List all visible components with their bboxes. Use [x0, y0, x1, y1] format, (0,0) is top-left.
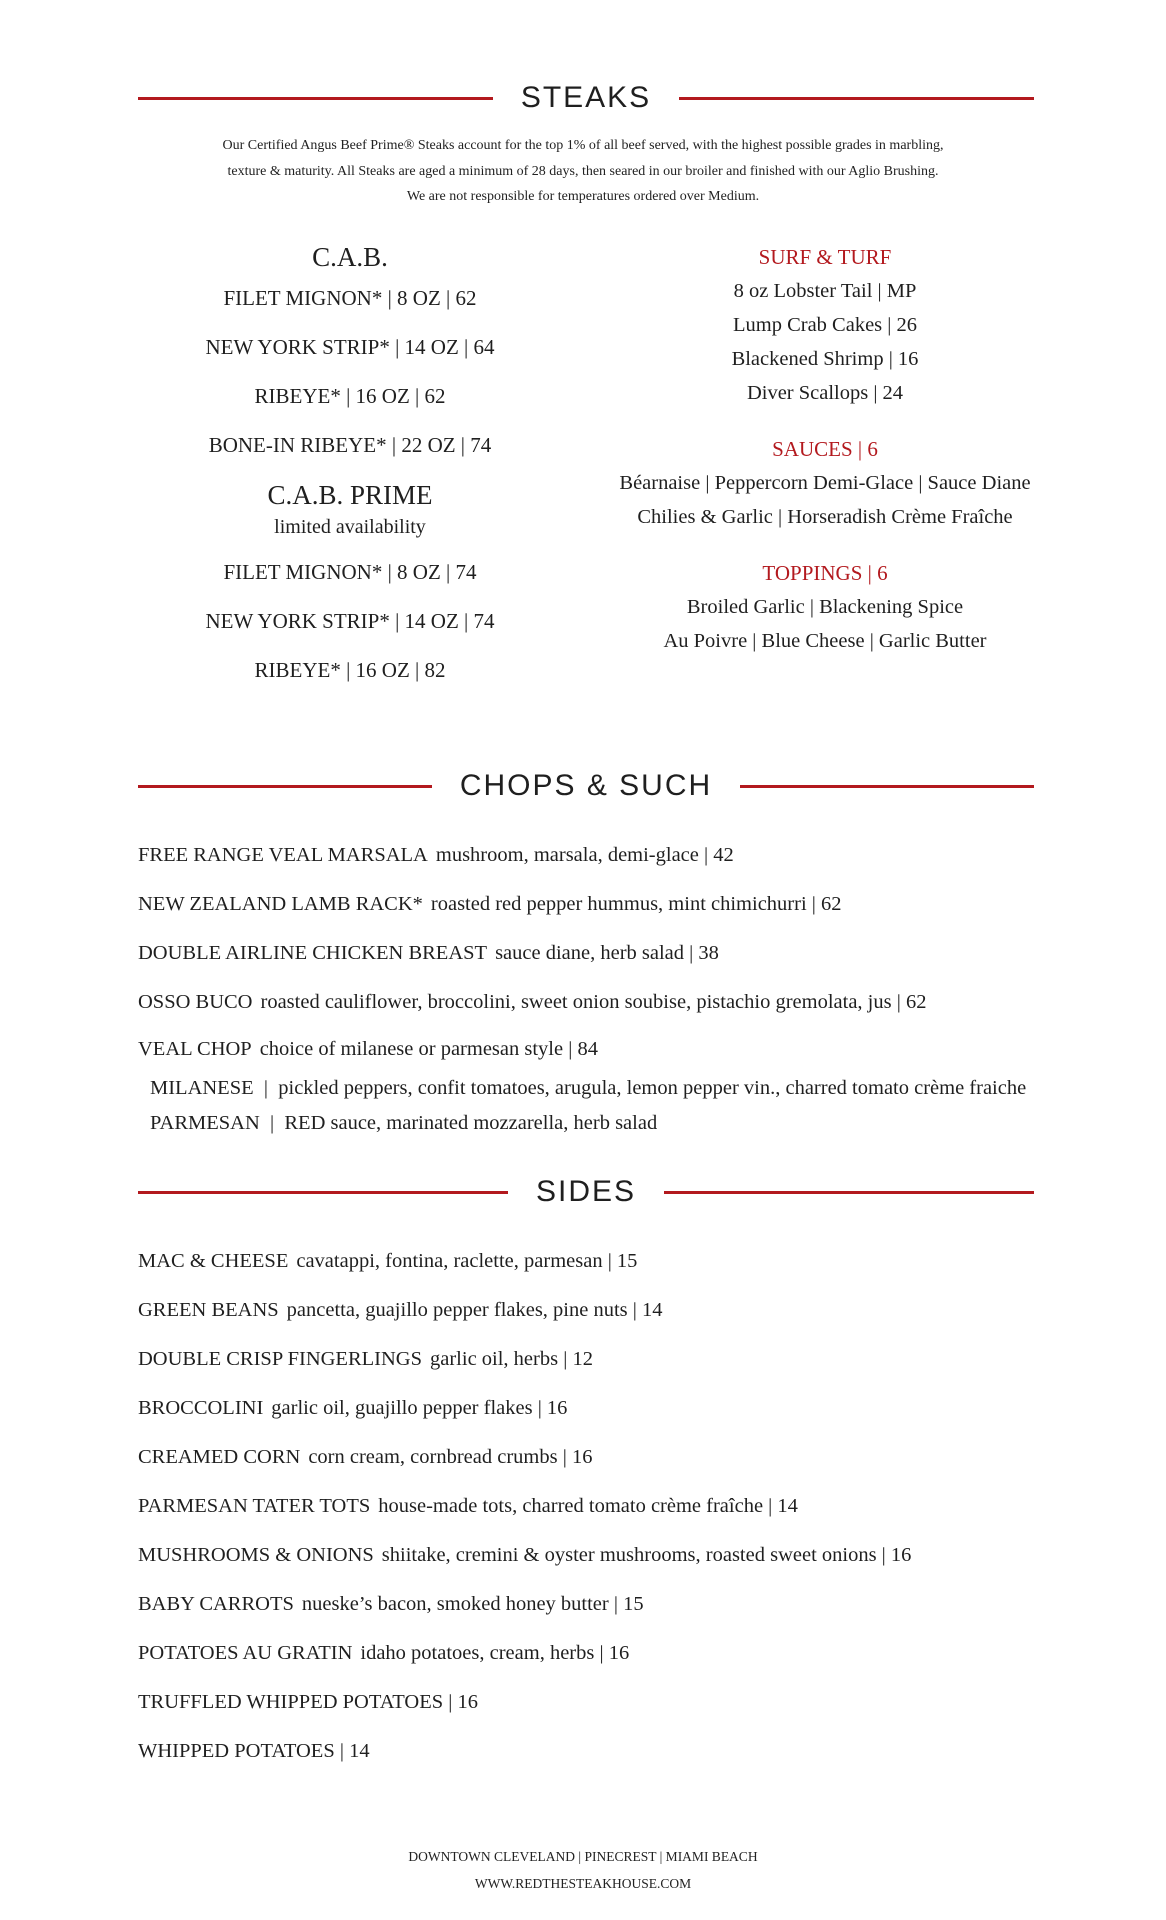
menu-item: BONE-IN RIBEYE* | 22 OZ | 74: [208, 433, 492, 457]
item-description: house-made tots, charred tomato crème fraîche | 14: [378, 1495, 798, 1517]
cab-prime-heading: C.A.B. PRIME: [267, 480, 433, 510]
heading-rule-right: [740, 785, 1034, 788]
item-name: CREAMED CORN: [138, 1446, 301, 1468]
heading-rule-right: [679, 97, 1034, 100]
section-title: SIDES: [535, 1175, 637, 1208]
item-name: TRUFFLED WHIPPED POTATOES | 16: [138, 1691, 478, 1713]
chops-list: [138, 831, 1098, 1141]
toppings-heading: TOPPINGS | 6: [762, 561, 888, 585]
item-description: cavatappi, fontina, raclette, parmesan | 15: [296, 1250, 638, 1272]
intro-line: We are not responsible for temperatures ordered over Medium.: [406, 189, 760, 204]
menu-item: Lump Crab Cakes | 26: [732, 314, 918, 336]
item-name: OSSO BUCO: [138, 991, 253, 1013]
item-name: GREEN BEANS: [138, 1299, 279, 1321]
item-description: garlic oil, herbs | 12: [430, 1348, 593, 1370]
list-item: [138, 929, 1098, 978]
menu-item: RIBEYE* | 16 OZ | 82: [254, 658, 446, 682]
menu-item: 8 oz Lobster Tail | MP: [733, 280, 917, 302]
addons-column: [595, 240, 1055, 680]
item-description: nueske’s bacon, smoked honey butter | 15: [301, 1593, 644, 1615]
steak-cuts-column: [150, 240, 550, 695]
sides-heading: [138, 1172, 1034, 1212]
chops-heading: [138, 766, 1034, 806]
footer-locations: DOWNTOWN CLEVELAND | PINECREST | MIAMI BEACH: [408, 1849, 758, 1864]
item-name: MAC & CHEESE: [138, 1250, 289, 1272]
option-name: PARMESAN: [150, 1112, 260, 1134]
surf-turf-group: [595, 240, 1055, 410]
list-item: [138, 1335, 1098, 1384]
sides-list: [138, 1237, 1098, 1776]
item-description: corn cream, cornbread crumbs | 16: [308, 1446, 593, 1468]
item-name: MUSHROOMS & ONIONS: [138, 1544, 374, 1566]
item-name: BABY CARROTS: [138, 1593, 294, 1615]
menu-item: NEW YORK STRIP* | 14 OZ | 74: [205, 609, 495, 633]
list-item: [138, 1580, 1098, 1629]
list-item: [138, 1237, 1098, 1286]
heading-rule-left: [138, 785, 432, 788]
item-description: pancetta, guajillo pepper flakes, pine nuts | 14: [286, 1299, 663, 1321]
item-description: roasted red pepper hummus, mint chimichurri | 62: [430, 893, 842, 915]
list-item: [138, 1531, 1098, 1580]
surf-turf-heading: SURF & TURF: [758, 245, 892, 269]
intro-line: Our Certified Angus Beef Prime® Steaks account for the top 1% of all beef served, with the highest possible grades in marbling,: [222, 138, 944, 153]
item-description: mushroom, marsala, demi-glace | 42: [435, 844, 734, 866]
option-name: MILANESE: [150, 1077, 254, 1099]
menu-item: Broiled Garlic | Blackening Spice: [686, 596, 964, 618]
item-description: choice of milanese or parmesan style | 84: [259, 1038, 598, 1060]
list-item: [138, 1629, 1098, 1678]
menu-item: FILET MIGNON* | 8 OZ | 62: [223, 286, 477, 310]
menu-item: NEW YORK STRIP* | 14 OZ | 64: [205, 335, 495, 359]
list-item: [138, 831, 1098, 880]
item-name: DOUBLE CRISP FINGERLINGS: [138, 1348, 422, 1370]
item-name: PARMESAN TATER TOTS: [138, 1495, 371, 1517]
steaks-intro: [150, 133, 1016, 210]
heading-rule-right: [664, 1191, 1034, 1194]
footer-website[interactable]: WWW.REDTHESTEAKHOUSE.COM: [474, 1876, 692, 1891]
item-name: BROCCOLINI: [138, 1397, 264, 1419]
cab-heading: C.A.B.: [312, 242, 388, 272]
sauces-group: [595, 432, 1055, 534]
option-description: RED sauce, marinated mozzarella, herb salad: [284, 1112, 658, 1134]
heading-rule-left: [138, 1191, 508, 1194]
availability-note: limited availability: [274, 516, 426, 538]
item-name: NEW ZEALAND LAMB RACK*: [138, 893, 423, 915]
item-description: shiitake, cremini & oyster mushrooms, roasted sweet onions | 16: [381, 1544, 912, 1566]
item-description: sauce diane, herb salad | 38: [495, 942, 719, 964]
item-name: FREE RANGE VEAL MARSALA: [138, 844, 428, 866]
list-item: [138, 1027, 1098, 1071]
veal-option: PARMESAN | RED sauce, marinated mozzarella, herb salad: [150, 1112, 658, 1134]
item-description: garlic oil, guajillo pepper flakes | 16: [271, 1397, 568, 1419]
list-item: [138, 1384, 1098, 1433]
list-item: [138, 1433, 1098, 1482]
menu-item: RIBEYE* | 16 OZ | 62: [254, 384, 446, 408]
section-title: CHOPS & SUCH: [459, 769, 713, 802]
menu-item: Au Poivre | Blue Cheese | Garlic Butter: [663, 630, 987, 652]
option-description: pickled peppers, confit tomatoes, arugula, lemon pepper vin., charred tomato crème fraiche: [278, 1077, 1027, 1099]
menu-item: Blackened Shrimp | 16: [731, 348, 919, 370]
menu-item: Diver Scallops | 24: [746, 382, 904, 404]
heading-rule-left: [138, 97, 493, 100]
toppings-group: [595, 556, 1055, 658]
footer: [0, 1843, 1166, 1897]
item-name: DOUBLE AIRLINE CHICKEN BREAST: [138, 942, 488, 964]
veal-option: MILANESE | pickled peppers, confit tomatoes, arugula, lemon pepper vin., charred tomato crème fraiche: [150, 1077, 1027, 1099]
item-description: roasted cauliflower, broccolini, sweet onion soubise, pistachio gremolata, jus | 62: [260, 991, 927, 1013]
list-item: [138, 880, 1098, 929]
menu-item: Béarnaise | Peppercorn Demi-Glace | Sauce Diane: [619, 472, 1031, 494]
sauces-heading: SAUCES | 6: [772, 437, 878, 461]
list-item: [138, 1482, 1098, 1531]
list-item: [138, 1678, 1098, 1727]
item-name: POTATOES AU GRATIN: [138, 1642, 353, 1664]
menu-item: FILET MIGNON* | 8 OZ | 74: [223, 560, 477, 584]
item-name: VEAL CHOP: [138, 1038, 252, 1060]
menu-item: Chilies & Garlic | Horseradish Crème Fraîche: [637, 506, 1013, 528]
list-item: [138, 1286, 1098, 1335]
intro-line: texture & maturity. All Steaks are aged a minimum of 28 days, then seared in our broiler and finished with our Aglio Brushing.: [227, 163, 939, 179]
list-item: [138, 1727, 1098, 1776]
cab-prime-group: [150, 478, 550, 695]
section-title: STEAKS: [520, 81, 652, 114]
item-description: idaho potatoes, cream, herbs | 16: [360, 1642, 630, 1664]
steaks-heading: [138, 78, 1034, 118]
item-name: WHIPPED POTATOES | 14: [138, 1740, 370, 1762]
list-item: [138, 978, 1098, 1027]
